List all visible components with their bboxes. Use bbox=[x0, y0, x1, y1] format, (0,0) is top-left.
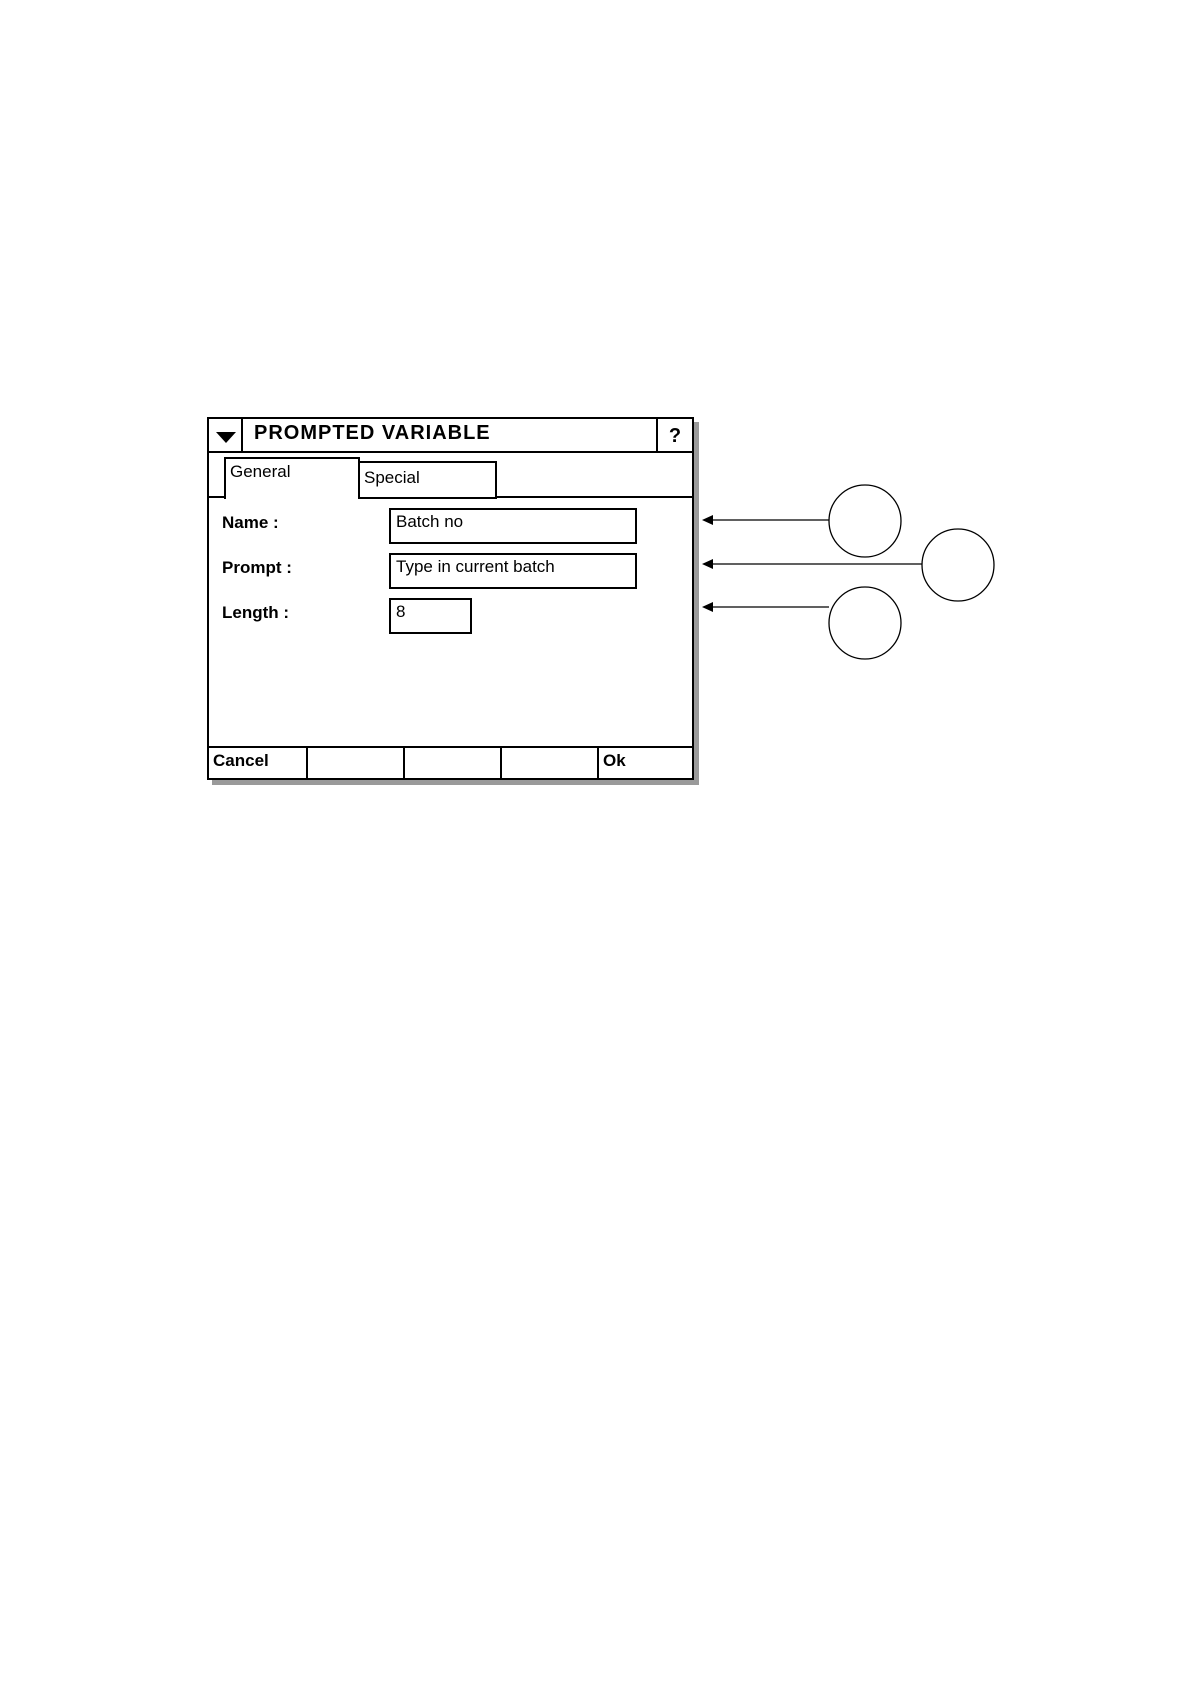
callout-arrowhead-2 bbox=[702, 559, 713, 569]
tab-special[interactable]: Special bbox=[360, 461, 497, 499]
name-label: Name : bbox=[222, 513, 279, 532]
tab-active-gap bbox=[226, 496, 358, 498]
help-button[interactable]: ? bbox=[656, 419, 692, 451]
dialog-title: PROMPTED VARIABLE bbox=[254, 422, 491, 444]
cancel-button[interactable]: Cancel bbox=[213, 751, 269, 770]
length-input[interactable]: 8 bbox=[389, 598, 472, 634]
ok-button[interactable]: Ok bbox=[597, 748, 692, 778]
prompt-label: Prompt : bbox=[222, 558, 292, 577]
callout-circle-1 bbox=[829, 485, 901, 557]
length-label: Length : bbox=[222, 603, 290, 622]
prompt-input[interactable]: Type in current batch bbox=[389, 553, 637, 589]
callout-arrowhead-1 bbox=[702, 515, 713, 525]
name-input[interactable]: Batch no bbox=[389, 508, 637, 544]
callout-circle-3 bbox=[829, 587, 901, 659]
callout-arrowhead-3 bbox=[702, 602, 713, 612]
callout-circle-2 bbox=[922, 529, 994, 601]
tab-general[interactable]: General bbox=[224, 457, 360, 499]
